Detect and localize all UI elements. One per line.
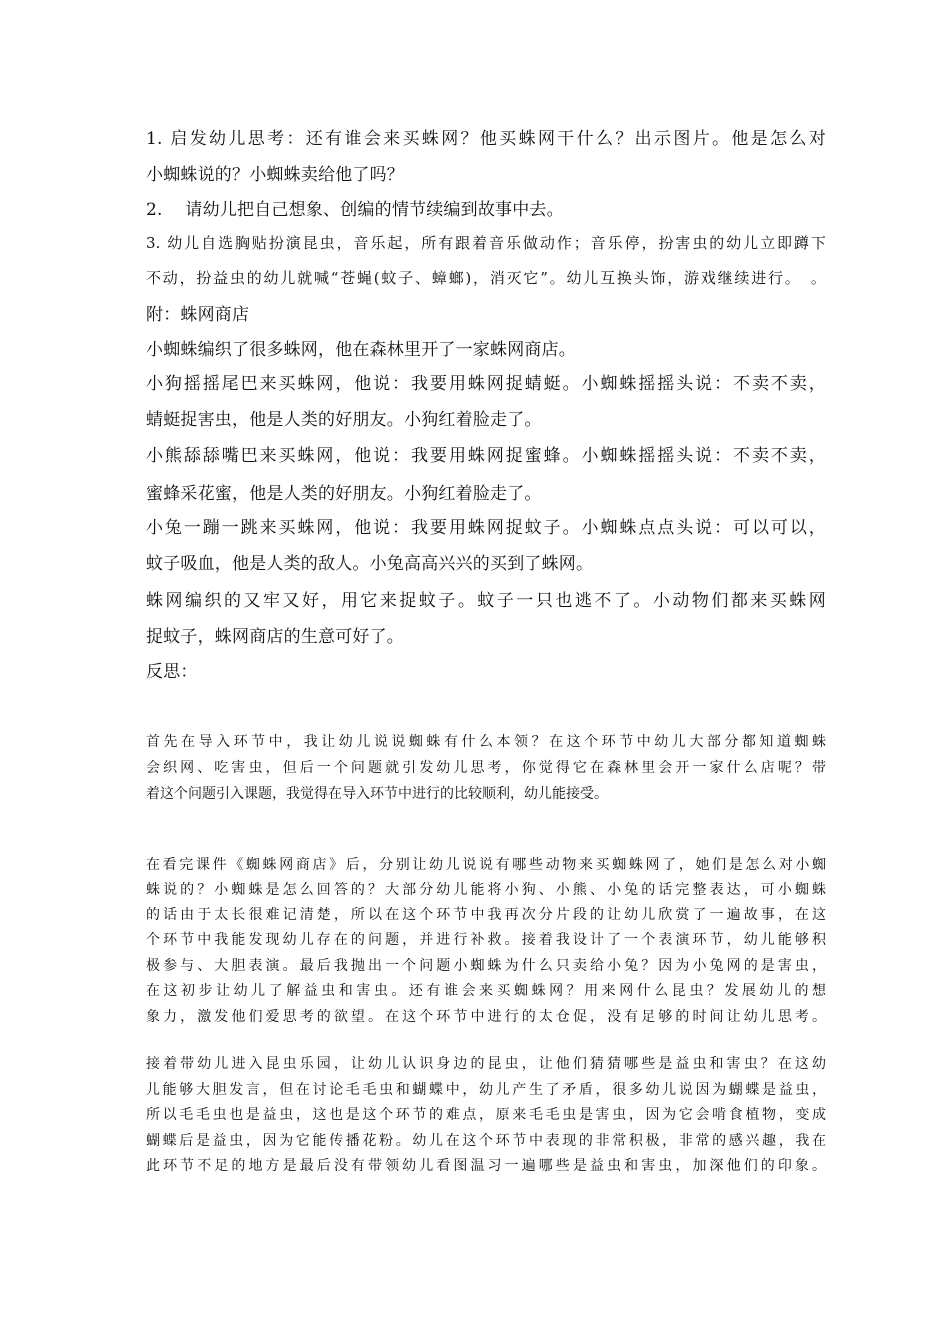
story-paragraph-5-line-1: 蛛网编织的又牢又好，用它来捉蚊子。蚊子一只也逃不了。小动物们都来买蛛网	[146, 591, 826, 611]
story-paragraph-5-line-2: 捉蚊子，蛛网商店的生意可好了。	[146, 627, 404, 647]
reflection-paragraph-3-line-5: 此环节不足的地方是最后没有带领幼儿看图温习一遍哪些是益虫和害虫，加深他们的印象。	[146, 1158, 826, 1174]
story-paragraph-2-line-2: 蜻蜓捉害虫，他是人类的好朋友。小狗红着脸走了。	[146, 410, 542, 430]
story-paragraph-2-line-1: 小狗摇摇尾巴来买蛛网，他说：我要用蛛网捉蜻蜓。小蜘蛛摇摇头说：不卖不卖，	[146, 374, 826, 394]
item-2-line-1: 2. 请幼儿把自己想象、创编的情节续编到故事中去。	[146, 200, 564, 220]
reflection-paragraph-3-line-4: 蝴蝶后是益虫，因为它能传播花粉。幼儿在这个环节中表现的非常积极，非常的感兴趣，我在	[146, 1133, 826, 1149]
appendix-title: 附：蛛网商店	[146, 305, 250, 325]
reflection-paragraph-2-line-1: 在看完课件《蜘蛛网商店》后，分别让幼儿说说有哪些动物来买蜘蛛网了，她们是怎么对小蜘	[146, 857, 826, 873]
item-1-line-2: 小蜘蛛说的？小蜘蛛卖给他了吗？	[146, 165, 404, 185]
reflection-paragraph-1-line-2: 会织网、吃害虫，但后一个问题就引发幼儿思考，你觉得它在森林里会开一家什么店呢？带	[146, 760, 826, 776]
reflection-paragraph-1-line-3: 着这个问题引入课题，我觉得在导入环节中进行的比较顺利，幼儿能接受。	[146, 786, 608, 802]
reflection-title: 反思：	[146, 662, 198, 682]
reflection-paragraph-2-line-4: 个环节中我能发现幼儿存在的问题，并进行补救。接着我设计了一个表演环节，幼儿能够积	[146, 932, 826, 948]
story-paragraph-4-line-2: 蚊子吸血，他是人类的敌人。小兔高高兴兴的买到了蛛网。	[146, 554, 594, 574]
reflection-paragraph-2-line-6: 在这初步让幼儿了解益虫和害虫。还有谁会来买蜘蛛网？用来网什么昆虫？发展幼儿的想	[146, 983, 826, 999]
story-paragraph-3-line-2: 蜜蜂采花蜜，他是人类的好朋友。小狗红着脸走了。	[146, 484, 542, 504]
story-paragraph-4-line-1: 小兔一蹦一跳来买蛛网，他说：我要用蛛网捉蚊子。小蜘蛛点点头说：可以可以，	[146, 518, 826, 538]
reflection-paragraph-3-line-3: 所以毛毛虫也是益虫，这也是这个环节的难点，原来毛毛虫是害虫，因为它会啃食植物，变成	[146, 1107, 826, 1123]
story-paragraph-3-line-1: 小熊舔舔嘴巴来买蛛网，他说：我要用蛛网捉蜜蜂。小蜘蛛摇摇头说：不卖不卖，	[146, 446, 826, 466]
reflection-paragraph-2-line-2: 蛛说的？小蜘蛛是怎么回答的？大部分幼儿能将小狗、小熊、小兔的话完整表达，可小蜘蛛	[146, 882, 826, 898]
story-paragraph-1-line-1: 小蜘蛛编织了很多蛛网，他在森林里开了一家蛛网商店。	[146, 340, 576, 360]
reflection-paragraph-3-line-1: 接着带幼儿进入昆虫乐园，让幼儿认识身边的昆虫，让他们猜猜哪些是益虫和害虫？在这幼	[146, 1056, 826, 1072]
item-1-line-1: 1. 启发幼儿思考：还有谁会来买蛛网？他买蛛网干什么？出示图片。他是怎么对	[146, 129, 826, 149]
reflection-paragraph-1-line-1: 首先在导入环节中，我让幼儿说说蜘蛛有什么本领？在这个环节中幼儿大部分都知道蜘蛛	[146, 734, 826, 750]
item-3-line-2: 不动，扮益虫的幼儿就喊“苍蝇(蚊子、蟑螂)，消灭它”。幼儿互换头饰，游戏继续进行。 。	[146, 269, 826, 287]
reflection-paragraph-2-line-7: 象力，激发他们爱思考的欲望。在这个环节中进行的太仓促，没有足够的时间让幼儿思考。	[146, 1009, 826, 1025]
reflection-paragraph-2-line-3: 的话由于太长很难记清楚，所以在这个环节中我再次分片段的让幼儿欣赏了一遍故事，在这	[146, 907, 826, 923]
reflection-paragraph-3-line-2: 儿能够大胆发言，但在讨论毛毛虫和蝴蝶中，幼儿产生了矛盾，很多幼儿说因为蝴蝶是益虫，	[146, 1082, 826, 1098]
item-3-line-1: 3. 幼儿自选胸贴扮演昆虫，音乐起，所有跟着音乐做动作；音乐停，扮害虫的幼儿立即蹲下	[146, 234, 826, 252]
reflection-paragraph-2-line-5: 极参与、大胆表演。最后我抛出一个问题小蜘蛛为什么只卖给小兔？因为小兔网的是害虫，	[146, 958, 826, 974]
